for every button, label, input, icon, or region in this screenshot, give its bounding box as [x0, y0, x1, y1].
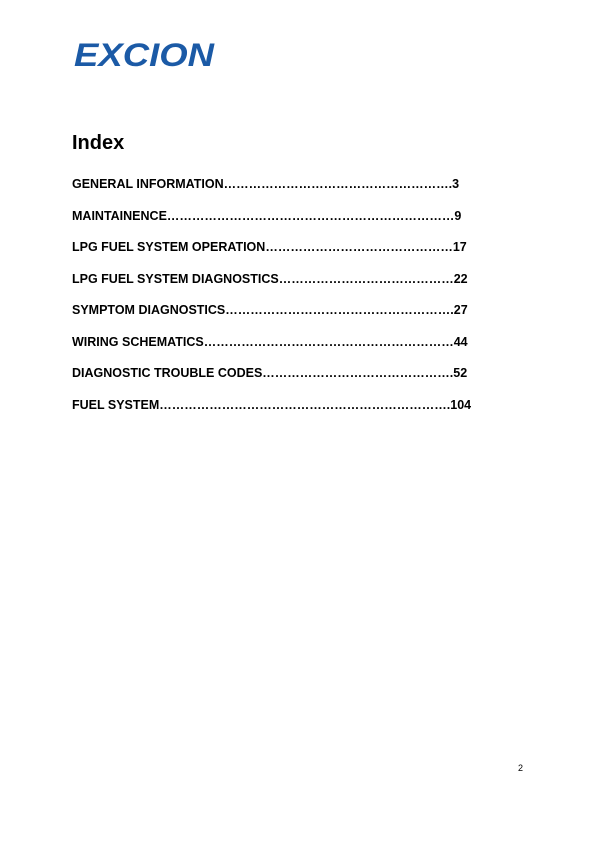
footer-page-number: 2	[518, 763, 524, 773]
toc-entry	[72, 239, 471, 271]
excion-logo	[72, 40, 218, 68]
toc-entry	[72, 365, 471, 397]
toc-page-number: 9	[454, 208, 462, 223]
toc-page-number: .52	[449, 366, 468, 380]
page-title: Index	[72, 132, 125, 154]
toc-leader: ……………………………………………………………	[166, 208, 455, 223]
table-of-contents	[72, 176, 471, 428]
excion-logo-graphic	[72, 40, 218, 68]
toc-entry	[72, 302, 471, 334]
toc-leader: ……………………………………	[278, 271, 454, 286]
toc-entry	[72, 208, 471, 240]
toc-page-number: .27	[450, 303, 468, 317]
toc-leader: ………………………………………	[262, 366, 450, 380]
toc-page-number: .3	[448, 177, 460, 191]
toc-entry-label: WIRING SCHEMATICS	[72, 334, 204, 349]
toc-leader: ………………………………………………	[225, 303, 451, 317]
toc-entry	[72, 397, 471, 429]
toc-page-number: 44	[453, 334, 468, 349]
toc-leader: ……………………………………………………………	[159, 397, 447, 412]
toc-page-number: .104	[446, 397, 472, 412]
toc-entry-label: SYMPTOM DIAGNOSTICS	[72, 303, 226, 317]
toc-entry-label: MAINTAINENCE	[72, 208, 167, 223]
logo-wordmark: EXCION	[74, 40, 216, 68]
toc-entry	[72, 334, 471, 366]
toc-leader: ………………………………………	[265, 240, 453, 254]
toc-leader: ………………………………………………	[223, 177, 449, 191]
toc-entry-label: LPG FUEL SYSTEM OPERATION	[72, 240, 266, 254]
toc-entry-label: DIAGNOSTIC TROUBLE CODES	[72, 366, 263, 380]
toc-entry-label: GENERAL INFORMATION	[72, 177, 224, 191]
toc-entry-label: LPG FUEL SYSTEM DIAGNOSTICS	[72, 271, 279, 286]
toc-page-number: 22	[453, 271, 468, 286]
toc-entry	[72, 176, 471, 208]
toc-entry-label: FUEL SYSTEM	[72, 397, 160, 412]
toc-entry	[72, 271, 471, 303]
toc-leader: ……………………………………………………	[203, 334, 454, 349]
toc-page-number: 17	[452, 240, 467, 254]
